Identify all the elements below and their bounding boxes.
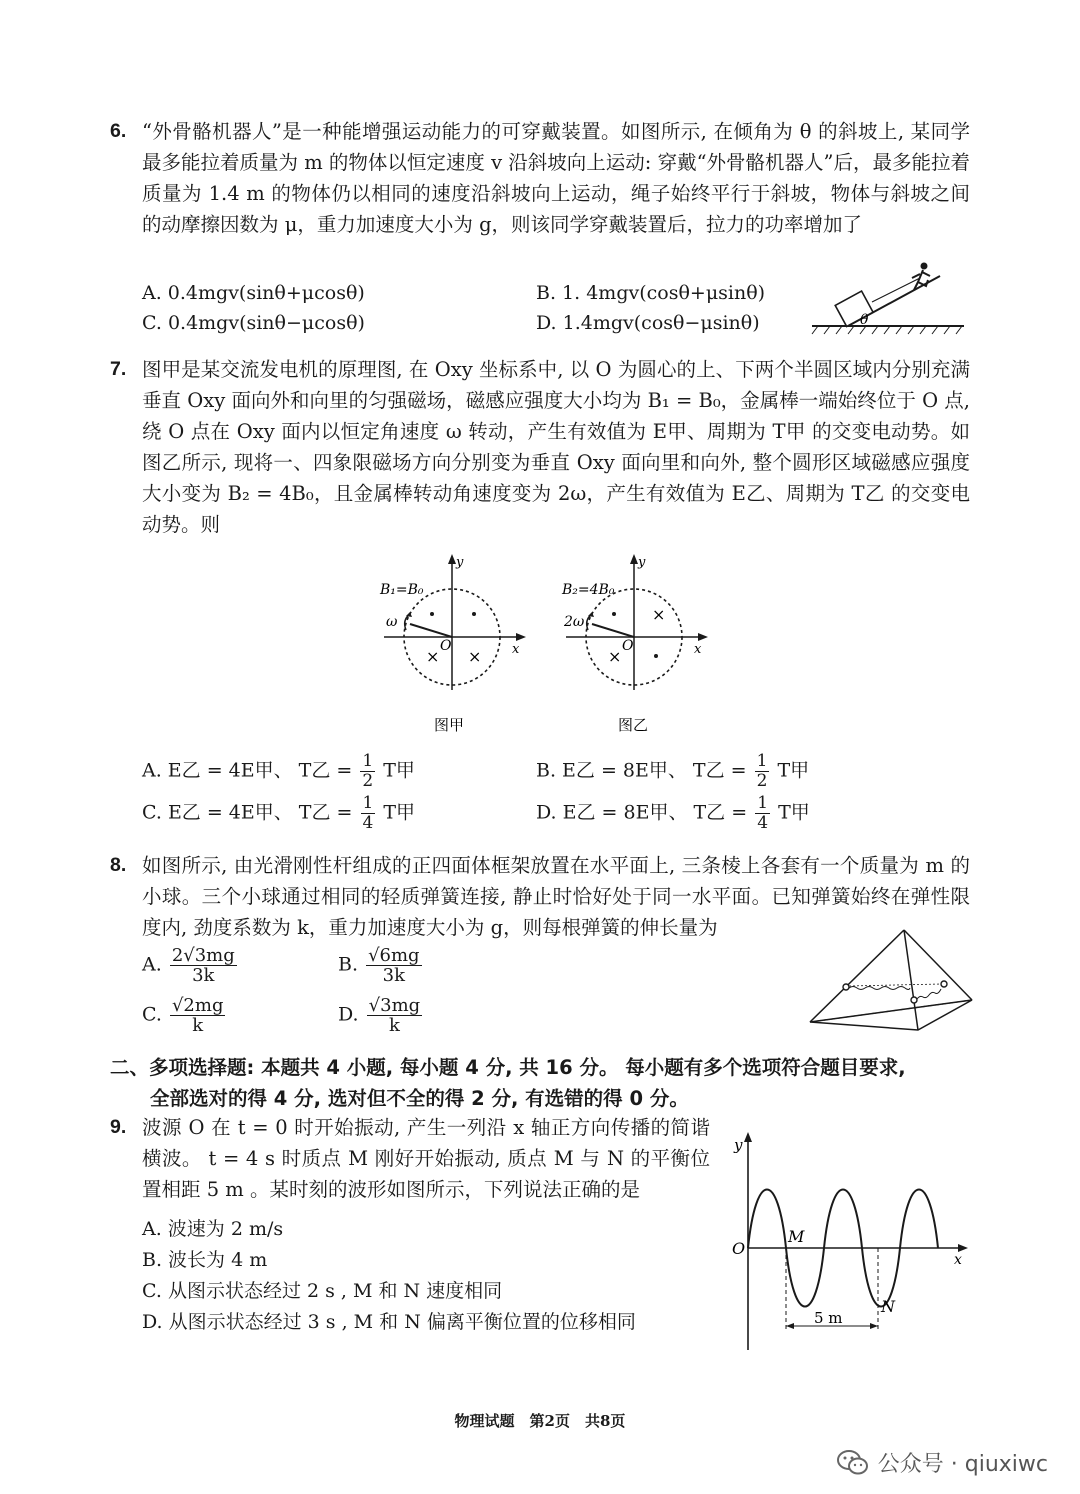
waveform-graph [728, 1130, 974, 1352]
x-axis-label: x [512, 642, 520, 657]
figure-jia [370, 546, 540, 736]
section-line-1: 二、多项选择题: 本题共 4 小题, 每小题 4 分, 共 16 分。 每小题有多个选项符合题目要求, [110, 1056, 906, 1079]
option-d-text: D. E乙 = 8E甲、 T乙 = [536, 801, 748, 824]
denominator: 2 [362, 771, 374, 791]
y-axis-label: y [638, 555, 646, 570]
question-7 [110, 354, 970, 540]
numerator: 1 [362, 793, 374, 813]
distance-label: 5 m [814, 1309, 843, 1327]
numerator: √2mg [171, 995, 224, 1016]
question-stem: “外骨骼机器人”是一种能增强运动能力的可穿戴装置。如图所示, 在倾角为 θ 的斜坡上, 某同学最多能拉着质量为 m 的物体以恒定速度 v 沿斜坡向上运动: 穿戴“外骨骼机器人”后，最多能拉着质量为 1.4 m 的物体仍以相同的速度沿斜坡向上运动，绳子始终平行于斜坡，物体与斜坡之间的动摩擦因数为 μ，重力加速度大小为 g，则该同学穿戴装置后，拉力的功率增加了 [142, 120, 971, 236]
denominator: 2 [756, 771, 768, 791]
denominator: 4 [362, 813, 374, 833]
y-axis-label: y [456, 555, 464, 570]
question-number: 9. [110, 1116, 127, 1138]
fraction [170, 996, 226, 1035]
option-a: A. 0.4mgv(sinθ+μcosθ) [142, 282, 365, 304]
watermark-text: 公众号 · qiuxiwc [877, 1452, 1048, 1477]
svg-text:×: × [426, 647, 440, 666]
svg-text:×: × [652, 605, 666, 624]
option-c [142, 996, 227, 1035]
figure-caption: 图乙 [618, 716, 649, 734]
origin-label: O [622, 638, 634, 654]
point-m-label: M [788, 1227, 805, 1246]
omega-label: 2ω [564, 614, 585, 630]
option-c: C. 0.4mgv(sinθ−μcosθ) [142, 312, 365, 334]
denominator: k [192, 1015, 204, 1036]
question-stem: 波源 O 在 t = 0 时开始振动, 产生一列沿 x 轴正方向传播的简谐横波。 t = 4 s 时质点 M 刚好开始振动, 质点 M 与 N 的平衡位置相距 5 m 。某时刻的波形如图所示，下列说法正确的是 [142, 1116, 710, 1201]
denominator: 4 [757, 813, 769, 833]
numerator: 2√3mg [171, 945, 235, 966]
option-c-tail: T甲 [383, 801, 416, 824]
numerator: √3mg [368, 995, 421, 1016]
denominator: 3k [382, 965, 405, 986]
question-number: 7. [110, 358, 127, 380]
origin-label: O [732, 1239, 746, 1258]
denominator: k [388, 1015, 400, 1036]
fraction [170, 946, 237, 985]
tetrahedron-figure [806, 926, 976, 1034]
omega-label: ω [386, 614, 398, 630]
svg-text:×: × [468, 647, 482, 666]
theta-label: θ [860, 312, 869, 328]
option-label: A. [142, 953, 162, 976]
fraction [755, 794, 770, 833]
figure-yi [552, 546, 722, 736]
option-label: C. [142, 1003, 162, 1026]
wechat-icon [836, 1449, 870, 1477]
page-footer: 物理试题 第2页 共8页 [454, 1412, 626, 1430]
option-a [142, 752, 415, 791]
option-a-text: A. E乙 = 4E甲、 T乙 = [142, 759, 353, 782]
option-d-tail: T甲 [778, 801, 810, 824]
option-d: D. 从图示状态经过 3 s , M 和 N 偏离平衡位置的位移相同 [142, 1311, 636, 1333]
option-b: B. 波长为 4 m [142, 1249, 268, 1271]
option-d: D. 1.4mgv(cosθ−μsinθ) [536, 312, 760, 334]
numerator: √6mg [368, 945, 420, 966]
incline-figure [808, 258, 968, 338]
fraction [366, 946, 422, 985]
option-c-text: C. E乙 = 4E甲、 T乙 = [142, 801, 353, 824]
option-b [536, 752, 809, 791]
option-c [142, 794, 415, 833]
section-line-2: 全部选对的得 4 分, 选对但不全的得 2 分, 有选错的得 0 分。 [150, 1087, 689, 1110]
option-d [536, 794, 810, 833]
svg-text:×: × [608, 647, 622, 666]
fraction [755, 752, 770, 791]
option-label: D. [338, 1003, 359, 1026]
fraction [367, 996, 423, 1035]
question-stem: 图甲是某交流发电机的原理图, 在 Oxy 坐标系中, 以 O 为圆心的上、下两个半圆区域内分别充满垂直 Oxy 面向外和向里的匀强磁场，磁感应强度大小均为 B₁ = B₀，金属棒一端始终位于 O 点, 绕 O 点在 Oxy 面内以恒定角速度 ω 转动，产生有效值为 E甲、周期为 T甲 的交变电动势。如图乙所示, 现将一、四象限磁场方向分别变为垂直 Oxy 面向里和向外, 整个圆形区域磁感应强度大小变为 B₂ = 4B₀，且金属棒转动角速度变为 2ω，产生有效值为 E乙、周期为 T乙 的交变电动势。则 [142, 358, 970, 536]
option-b: B. 1. 4mgv(cosθ+μsinθ) [536, 282, 766, 304]
fraction [361, 794, 376, 833]
figure-caption: 图甲 [434, 716, 465, 734]
x-axis-label: x [954, 1252, 962, 1268]
numerator: 1 [362, 751, 374, 771]
denominator: 3k [192, 965, 215, 986]
numerator: 1 [756, 751, 768, 771]
question-number: 6. [110, 120, 127, 142]
option-c: C. 从图示状态经过 2 s , M 和 N 速度相同 [142, 1280, 503, 1302]
question-number: 8. [110, 854, 127, 876]
question-6 [110, 116, 970, 240]
y-axis-label: y [734, 1136, 743, 1154]
option-b-text: B. E乙 = 8E甲、 T乙 = [536, 759, 747, 782]
option-a-tail: T甲 [383, 759, 415, 782]
b-label: B₂=4B₀ [562, 582, 615, 598]
option-b [338, 946, 424, 985]
origin-label: O [440, 638, 452, 654]
numerator: 1 [757, 793, 769, 813]
option-d [338, 996, 424, 1035]
point-n-label: N [881, 1297, 895, 1316]
fraction [360, 752, 375, 791]
option-label: B. [338, 953, 359, 976]
b-label: B₁=B₀ [380, 582, 424, 598]
question-stem: 如图所示, 由光滑刚性杆组成的正四面体框架放置在水平面上, 三条棱上各套有一个质量为 m 的小球。三个小球通过相同的轻质弹簧连接, 静止时恰好处于同一水平面。已知弹簧始终在弹性限度内, 劲度系数为 k，重力加速度大小为 g，则每根弹簧的伸长量为 [142, 854, 970, 939]
section-header [110, 1052, 980, 1114]
option-a [142, 946, 239, 985]
option-a: A. 波速为 2 m/s [142, 1218, 284, 1240]
x-axis-label: x [694, 642, 702, 657]
watermark [836, 1447, 1048, 1478]
option-b-tail: T甲 [777, 759, 810, 782]
question-9 [110, 1112, 710, 1205]
